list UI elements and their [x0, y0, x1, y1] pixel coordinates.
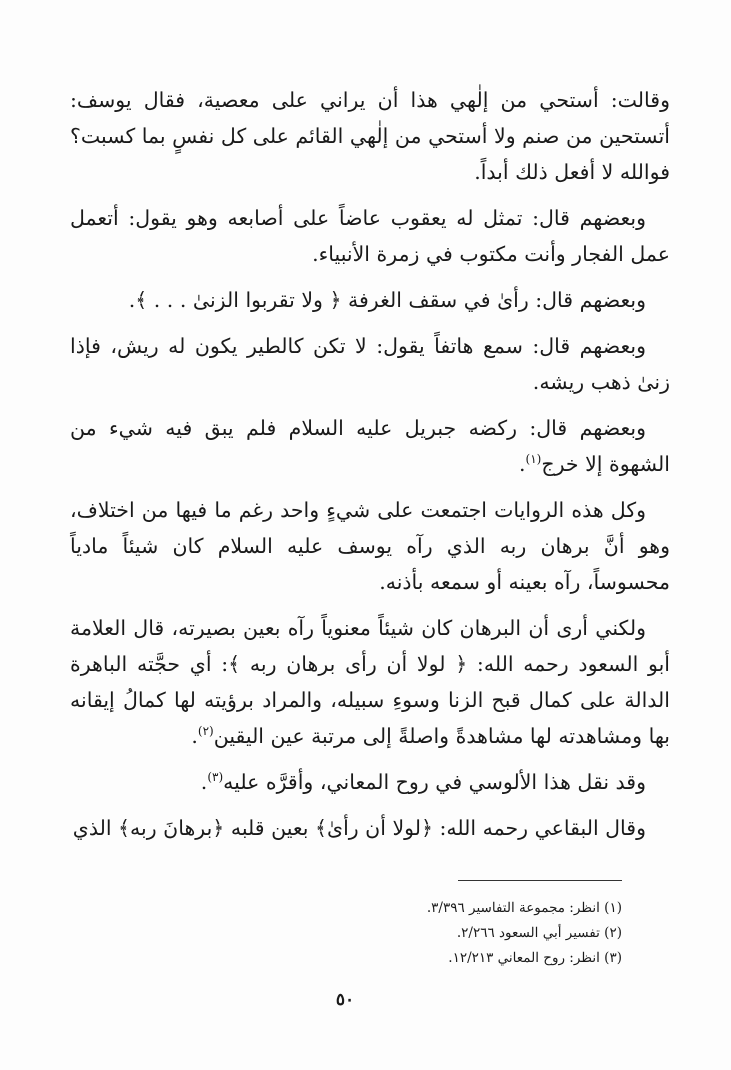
footnotes — [300, 896, 622, 971]
footnote-2: (٢) تفسير أبي السعود ٢/٢٦٦. — [456, 925, 622, 941]
paragraph-2: وبعضهم قال: تمثل له يعقوب عاضاً على أصابعه وهو يقول: أتعمل عمل الفجار وأنت مكتوب في زمرة الأنبياء. — [70, 206, 670, 266]
paragraph-3: وبعضهم قال: رأىٰ في سقف الغرفة ﴿ ولا تقربوا الزنىٰ . . . ﴾. — [128, 288, 646, 312]
paragraph-9: وقال البقاعي رحمه الله: ﴿لولا أن رأىٰ﴾ بعين قلبه ﴿برهانَ ربه﴾ الذي — [72, 816, 646, 840]
paragraph-6: وكل هذه الروايات اجتمعت على شيءٍ واحد رغم ما فيها من اختلاف، وهو أنَّ برهان ربه الذي رآه يوسف عليه السلام كان شيئاً مادياً محسوساً، رآه بعينه أو سمعه بأذنه. — [70, 498, 670, 594]
paragraph-7: ولكني أرى أن البرهان كان شيئاً معنوياً رآه بعين بصيرته، قال العلامة أبو السعود رحمه الله: ﴿ لولا أن رأى برهان ربه ﴾: أي حجَّته الباهرة الدالة على كمال قبح الزنا وسوءِ سبيله، والمراد برؤيته لها كمالُ إيقانه بها ومشاهدته لها مشاهدةً واصلةً إلى مرتبة عين اليقين$^{(٢)}$. — [70, 616, 670, 748]
paragraph-5-text: وبعضهم قال: ركضه جبريل عليه السلام فلم يبق فيه شيء من الشهوة إلا خرج — [70, 416, 670, 476]
paragraph-8-text: وقد نقل هذا الألوسي في روح المعاني، وأقرَّه عليه — [223, 770, 646, 794]
paragraph-4: وبعضهم قال: سمع هاتفاً يقول: لا تكن كالطير يكون له ريش، فإذا زنىٰ ذهب ريشه. — [70, 334, 670, 394]
footnote-3: (٣) انظر: روح المعاني ١٢/٢١٣. — [448, 950, 622, 966]
paragraph-8: وقد نقل هذا الألوسي في روح المعاني، وأقرَّه عليه$^{(٣)}$. — [200, 770, 646, 794]
footnote-divider — [458, 880, 622, 881]
footnote-1: (١) انظر: مجموعة التفاسير ٣/٣٩٦. — [426, 900, 622, 916]
main-text — [70, 82, 670, 856]
footnote-ref-1: (١) — [525, 452, 542, 467]
footnote-ref-2: (٢) — [197, 724, 214, 739]
page-number: ٥٠ — [335, 990, 355, 1010]
paragraph-7-text: ولكني أرى أن البرهان كان شيئاً معنوياً رآه بعين بصيرته، قال العلامة أبو السعود رحمه الله: ﴿ لولا أن رأى برهان ربه ﴾: أي حجَّته الباهرة الدالة على كمال قبح الزنا وسوءِ سبيله، والمراد برؤيته لها كمالُ إيقانه بها ومشاهدته لها مشاهدةً واصلةً إلى مرتبة عين اليقين — [70, 616, 670, 748]
paragraph-1: وقالت: أستحي من إلٰهي هذا أن يراني على معصية، فقال يوسف: أتستحين من صنم ولا أستحي من إلٰهي القائم على كل نفسٍ بما كسبت؟ فوالله لا أفعل ذلك أبداً. — [70, 88, 670, 184]
paragraph-5: وبعضهم قال: ركضه جبريل عليه السلام فلم يبق فيه شيء من الشهوة إلا خرج$^{(١)}$. — [70, 416, 670, 476]
footnote-ref-3: (٣) — [207, 770, 224, 785]
